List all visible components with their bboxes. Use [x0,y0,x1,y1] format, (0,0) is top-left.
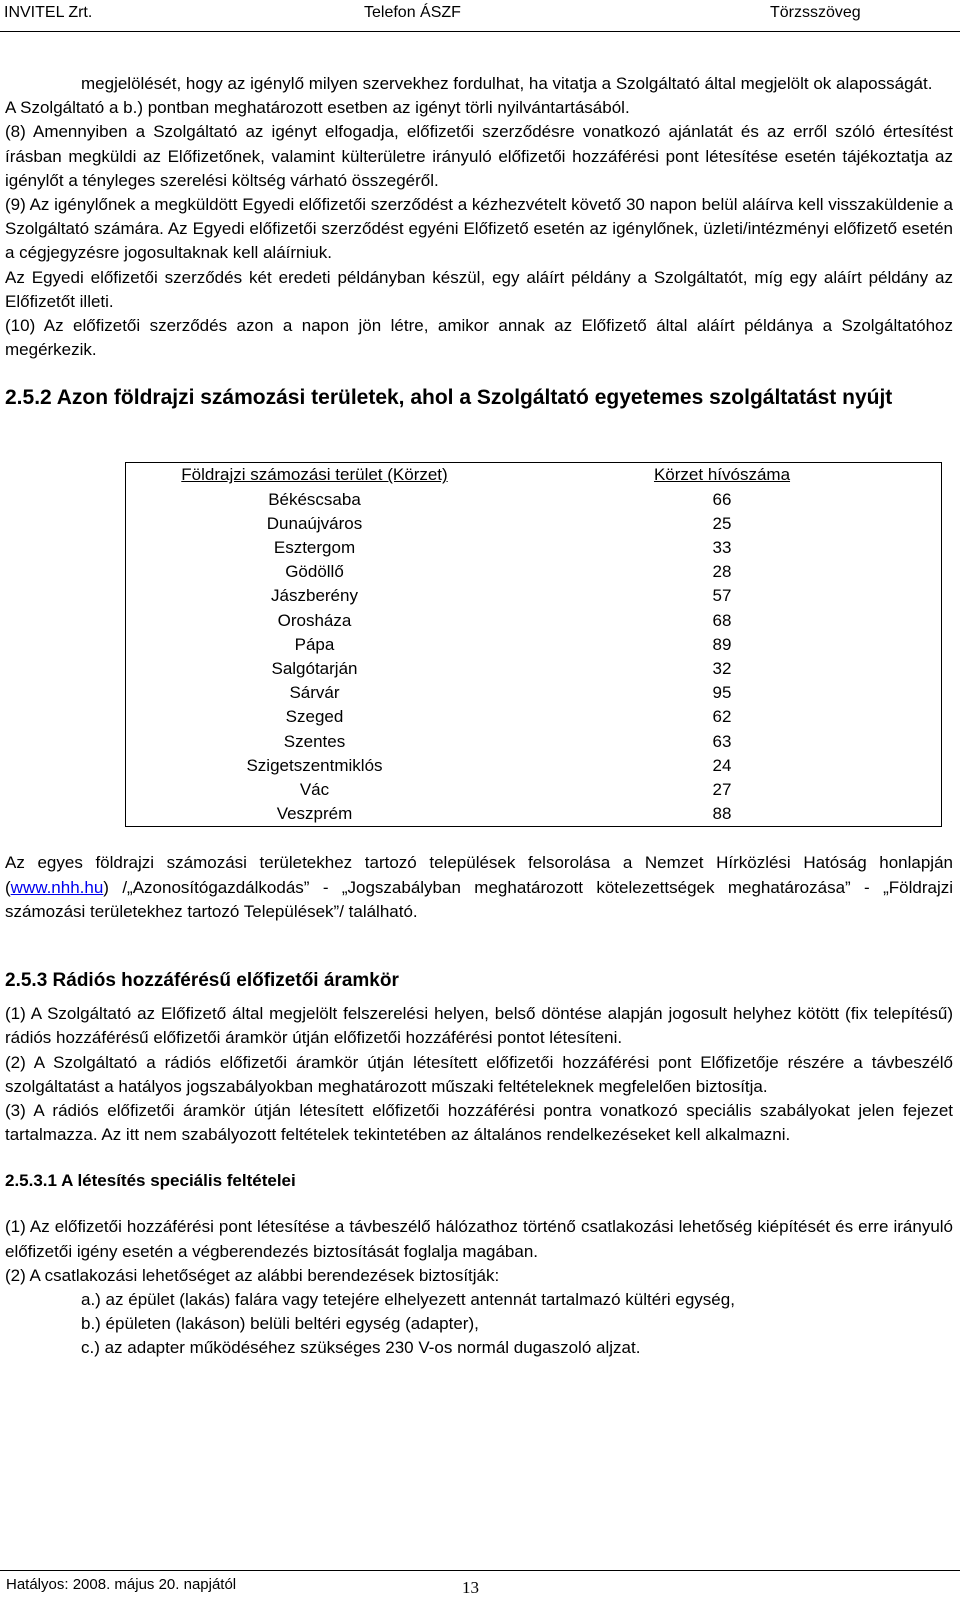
paragraph: (9) Az igénylőnek a megküldött Egyedi előfizetői szerződést a kézhezvételt követő 30 napon belül aláírva kell visszaküldenie a Szolgáltató számára. Az Egyedi előfizetői szerződést egyéni Előfizető esetén az igénylőnek, üzleti/intézményi előfizető esetén a cégjegyzésre jogosultaknak kell aláírniuk. [5,195,953,263]
list-item: b.) épületen (lakáson) belüli beltéri egység (adapter), [81,1314,479,1334]
area-name-cell: Pápa [294,634,335,654]
header-document: Telefon ÁSZF [364,4,461,21]
table-row [126,778,942,802]
area-name-cell: Békéscsaba [268,489,361,509]
area-name-cell: Szentes [283,731,346,751]
note-text: ) /„Azonosítógazdálkodás” - „Jogszabályban meghatározott kötelezettségek meghatározása” - „Földrajzi számozási területekhez tartozó Települések”/ található. [5,877,953,921]
paragraph: (2) A csatlakozási lehetőséget az alábbi berendezések biztosítják: [5,1265,500,1285]
area-code-cell: 66 [712,489,732,509]
area-name-cell: Veszprém [276,804,353,824]
area-code-cell: 62 [712,707,732,727]
area-code-cell: 68 [712,610,732,630]
table-row [126,584,942,608]
area-name-cell: Esztergom [273,538,356,558]
table-row [126,754,942,778]
area-name-cell: Szeged [285,707,344,727]
table-row [126,657,942,681]
paragraph: megjelölését, hogy az igénylő milyen szervekhez fordulhat, ha vitatja a Szolgáltató által megjelölt ok alaposságát. [81,74,933,93]
column-header-area: Földrajzi számozási terület (Körzet) [181,465,448,485]
paragraph: (3) A rádiós előfizetői áramkör útján létesített előfizetői hozzáférési pontra vonatkozó speciális szabályokat jelen fejezet tartalmazza. Az itt nem szabályozott feltételek tekintetében az általános rendelkezéseket kell alkalmazni. [5,1100,953,1145]
table-row [126,633,942,657]
area-code-cell: 33 [712,538,732,558]
footer-effective-date: Hatályos: 2008. május 20. napjától [6,1576,237,1593]
area-code-cell: 27 [712,780,732,800]
area-code-cell: 24 [712,755,732,775]
area-code-cell: 57 [712,586,732,606]
section-heading-2-5-2: 2.5.2 Azon földrajzi számozási területek, ahol a Szolgáltató egyetemes szolgáltatást nyújt [5,386,893,410]
table-row [126,730,942,754]
footer-rule [0,1570,960,1571]
nhh-link[interactable]: www.nhh.hu [10,877,104,897]
area-code-cell: 25 [712,513,732,533]
section-heading-2-5-3-1: 2.5.3.1 A létesítés speciális feltételei [5,1171,296,1191]
area-code-cell: 95 [712,683,732,703]
list-item: a.) az épület (lakás) falára vagy tetejére elhelyezett antennát tartalmazó kültéri egység, [81,1289,735,1309]
area-name-cell: Dunaújváros [266,513,363,533]
table-row [126,512,942,536]
table-row [126,681,942,705]
header-section: Törzsszöveg [770,4,861,21]
area-name-cell: Salgótarján [271,659,358,679]
page-header [0,0,960,34]
area-name-cell: Jászberény [271,586,358,606]
paragraph: Az Egyedi előfizetői szerződés két eredeti példányban készül, egy aláírt példány a Szolgáltatót, míg egy aláírt példány az Előfizetőt illeti. [5,267,953,311]
area-code-cell: 88 [712,804,732,824]
area-name-cell: Gödöllő [285,562,344,582]
note-text: Az egyes földrajzi számozási területekhez tartozó települések felsorolása a Nemzet Hírközlési Hatóság honlapján ( [5,853,953,897]
paragraph: (1) Az előfizetői hozzáférési pont létesítése a távbeszélő hálózathoz történő csatlakozási lehetőség kiépítését és erre irányuló előfizetői igény esetén a végberendezés biztosítását foglalja magában. [5,1217,953,1261]
table-row [126,705,942,729]
header-rule [0,31,960,32]
table-row [126,609,942,633]
header-company: INVITEL Zrt. [4,4,93,21]
zone-table [125,462,942,827]
area-name-cell: Sárvár [289,683,340,703]
paragraph: (8) Amennyiben a Szolgáltató az igényt elfogadja, előfizetői szerződésre vonatkozó ajánlatát és az erről szóló értesítést írásban megküldi az Előfizetőnek, valamint külterületre irányuló előfizetői hozzáférési pont létesítése esetén tájékoztatja az igénylőt a tényleges szerelési költség várható összegéről. [5,122,953,190]
area-code-cell: 89 [712,634,732,654]
paragraph: (1) A Szolgáltató az Előfizető által megjelölt felszerelési helyen, belső döntése alapján jogosult helyhez kötött (fix telepítésű) rádiós hozzáférésű előfizetői áramkör útján előfizetői hozzáférési pontot létesíteni. [5,1004,953,1048]
page-number: 13 [462,1578,479,1597]
table-row [126,560,942,584]
paragraph: (2) A Szolgáltató a rádiós előfizetői áramkör útján létesített előfizetői hozzáférési pont Előfizetője részére a távbeszélő szolgáltatást a hatályos jogszabályokban meghatározott műszaki feltételeknek megfelelően biztosítja. [5,1052,953,1096]
document-body [5,72,953,1361]
paragraph: A Szolgáltató a b.) pontban meghatározott esetben az igényt törli nyilvántartásából. [5,98,630,118]
page-footer [0,1570,960,1605]
table-row [126,802,942,827]
area-name-cell: Orosháza [277,610,352,630]
list-item: c.) az adapter működéséhez szükséges 230 V-os normál dugaszoló aljzat. [81,1338,641,1358]
area-code-cell: 28 [712,562,732,582]
table-header-row [126,463,942,488]
paragraph: (10) Az előfizetői szerződés azon a napon jön létre, amikor annak az Előfizető által aláírt példánya a Szolgáltatóhoz megérkezik. [5,316,953,360]
area-name-cell: Vác [299,780,330,800]
area-name-cell: Szigetszentmiklós [246,755,383,775]
section-heading-2-5-3: 2.5.3 Rádiós hozzáférésű előfizetői áramkör [5,970,399,992]
table-row [126,536,942,560]
table-row [126,488,942,512]
area-code-cell: 32 [712,659,732,679]
note-paragraph [5,851,953,924]
area-code-cell: 63 [712,731,732,751]
column-header-code: Körzet hívószáma [653,465,791,485]
